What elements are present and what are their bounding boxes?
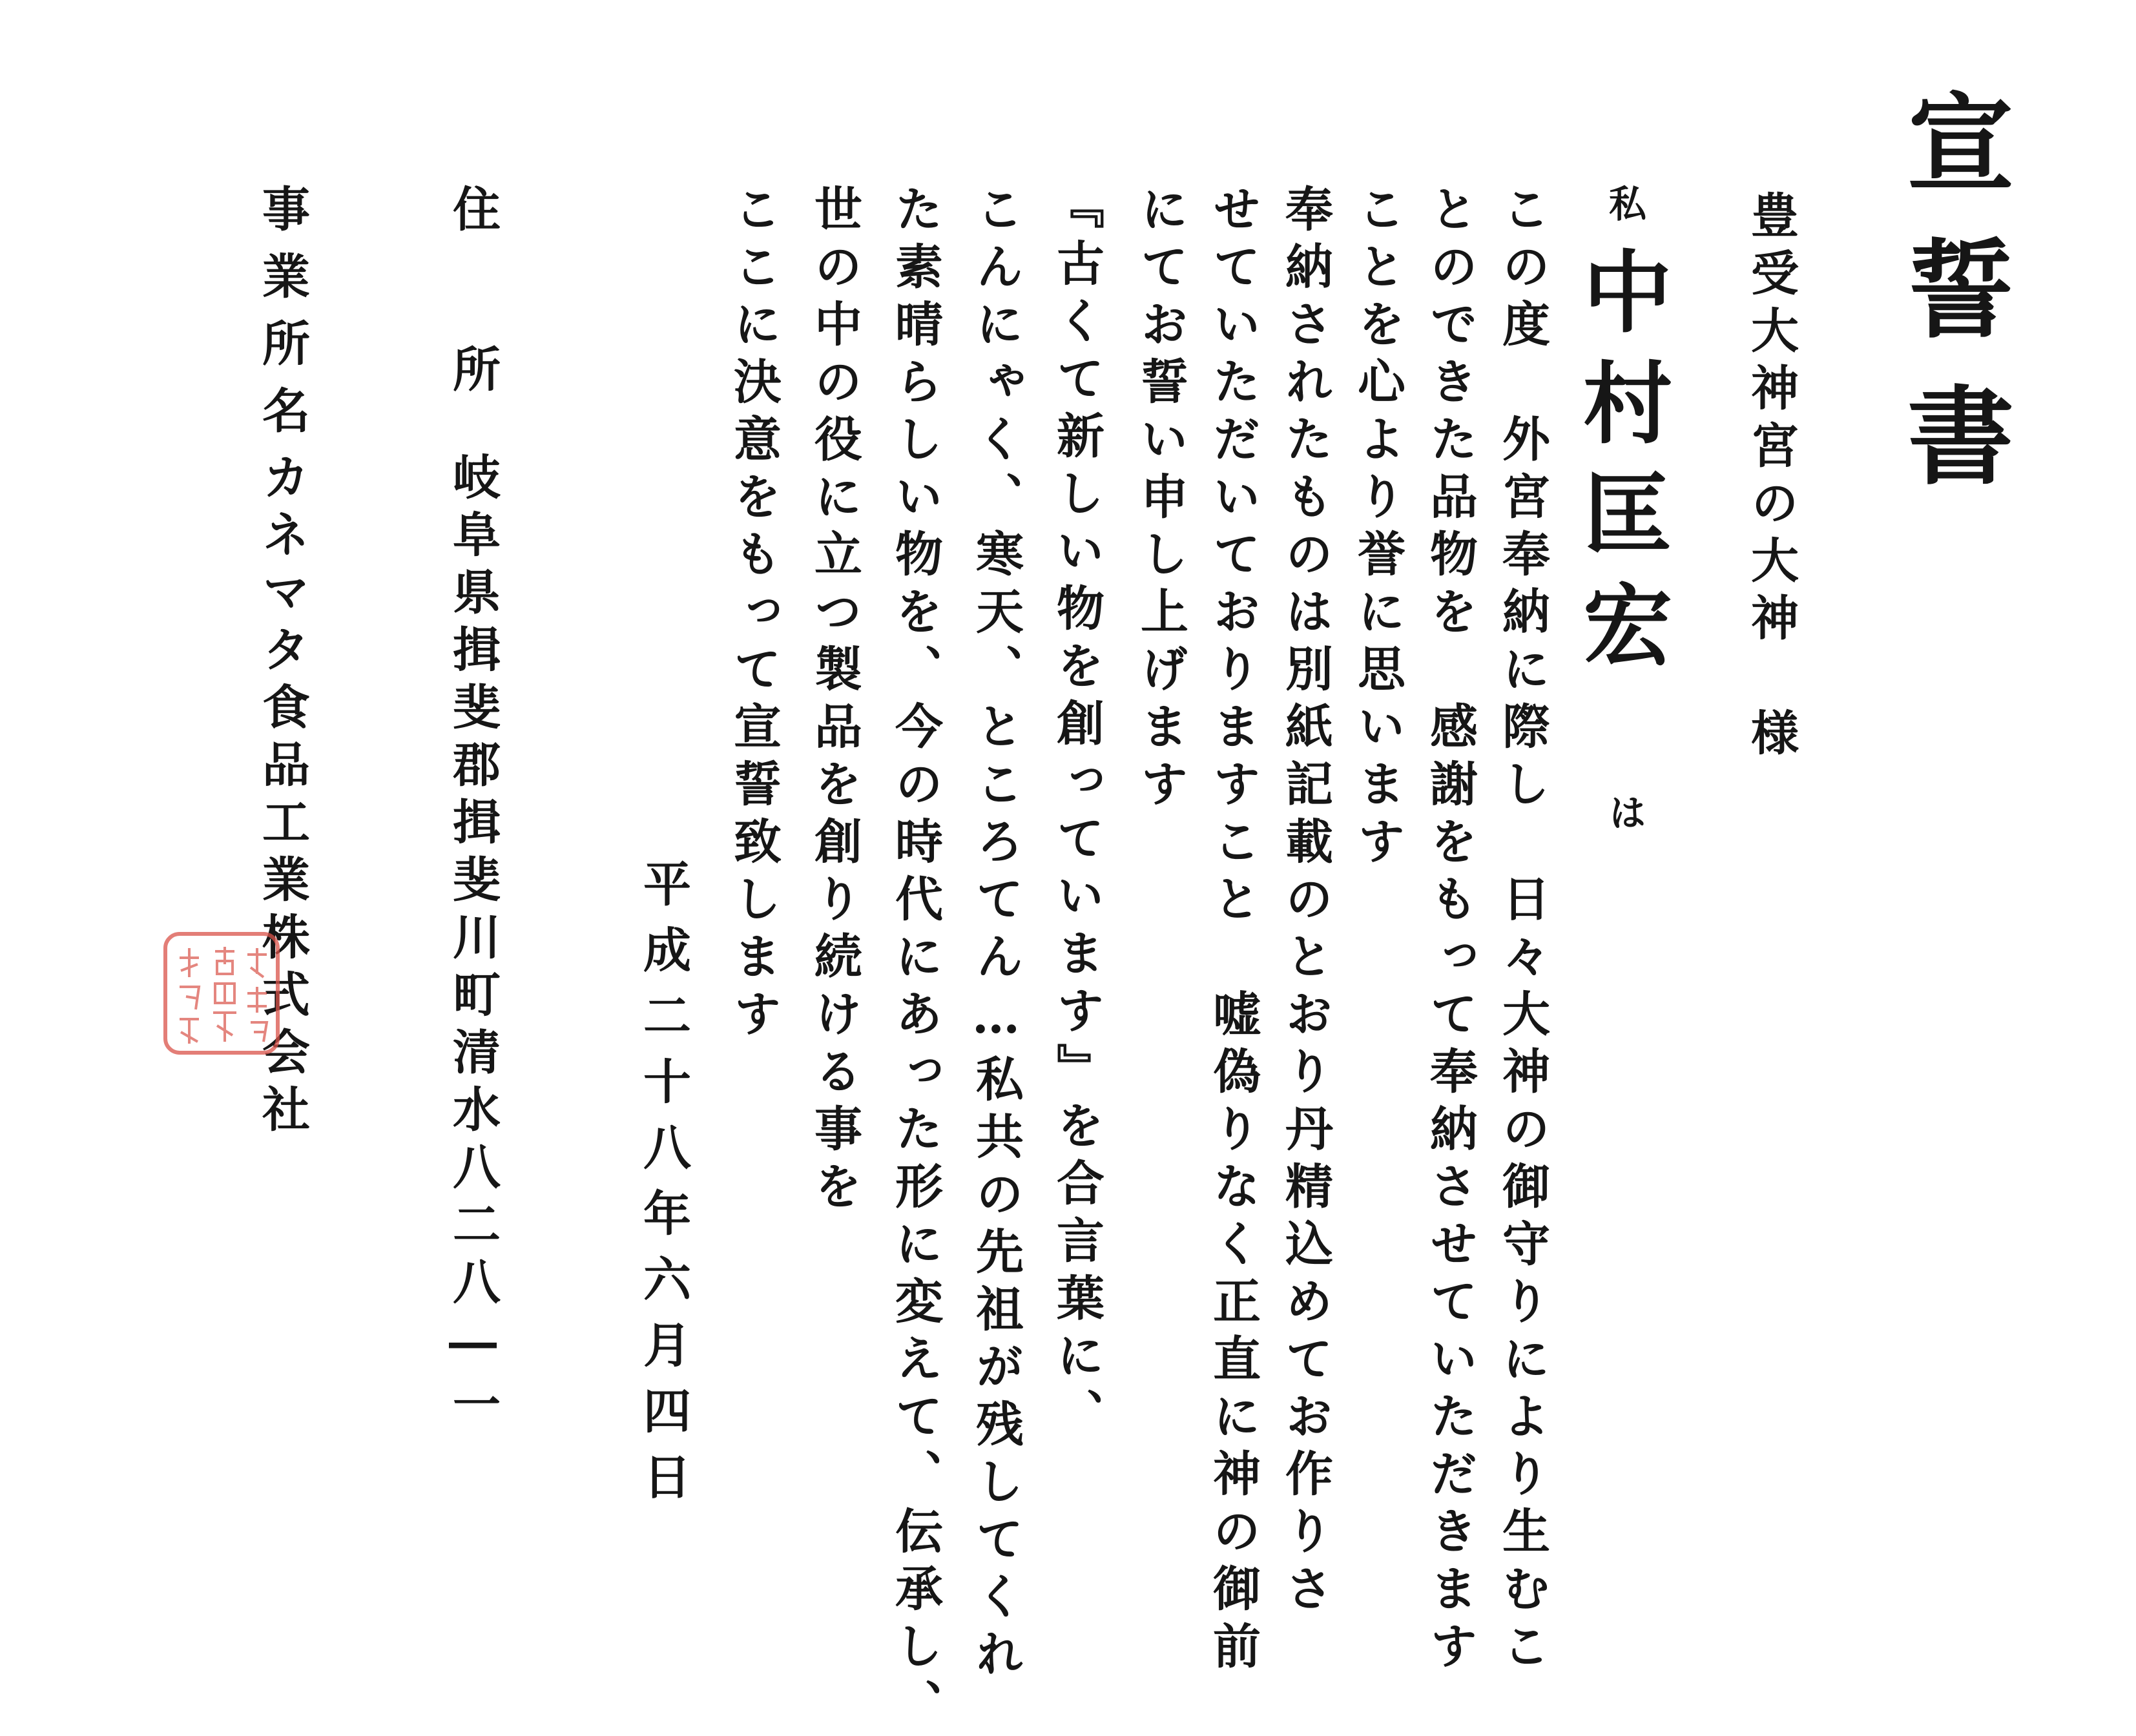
company-label: 事業所名 — [254, 184, 310, 453]
body-line: こんにゃく、寒天、ところてん…私共の先祖が残してくれ — [968, 184, 1024, 1686]
company-name: カネマタ食品工業株式会社 — [254, 452, 310, 1142]
body-line: とのできた品物を 感謝をもって奉納させていただきます — [1422, 184, 1478, 1679]
body-line: ことを心より誉に思います — [1350, 184, 1405, 874]
document-title: 宣誓書 — [1890, 87, 2015, 527]
speaker-name: 中村匡宏 — [1568, 245, 1674, 690]
speaker-prefix: 私 — [1602, 184, 1646, 222]
body-line: 奉納されたものは別紙記載のとおり丹精込めてお作りさ — [1278, 184, 1333, 1621]
body-line: にてお誓い申し上げます — [1133, 184, 1188, 816]
body-line: た素晴らしい物を、今の時代にあった形に変えて、伝承し、 — [887, 184, 943, 1736]
body-line: ここに決意をもって宣誓致します — [726, 184, 782, 1046]
company-seal-stamp — [160, 929, 283, 1058]
addressee: 豊受大神宮の大神 様 — [1743, 191, 1799, 765]
address: 岐阜県揖斐郡揖斐川町清水八二八―一 — [445, 452, 501, 1437]
document-date: 平成二十八年六月四日 — [636, 859, 691, 1518]
body-line: 『古くて新しい物を創っています』を合言葉に、 — [1049, 181, 1104, 1445]
body-line: せていただいておりますこと 嘘偽りなく正直に神の御前 — [1205, 184, 1261, 1679]
speaker-suffix: は — [1602, 793, 1646, 831]
address-label: 住 所 — [445, 184, 501, 424]
body-line: この度 外宮奉納に際し 日々大神の御守りにより生むこ — [1495, 184, 1550, 1679]
body-line: 世の中の役に立つ製品を創り続ける事を — [807, 184, 862, 1219]
